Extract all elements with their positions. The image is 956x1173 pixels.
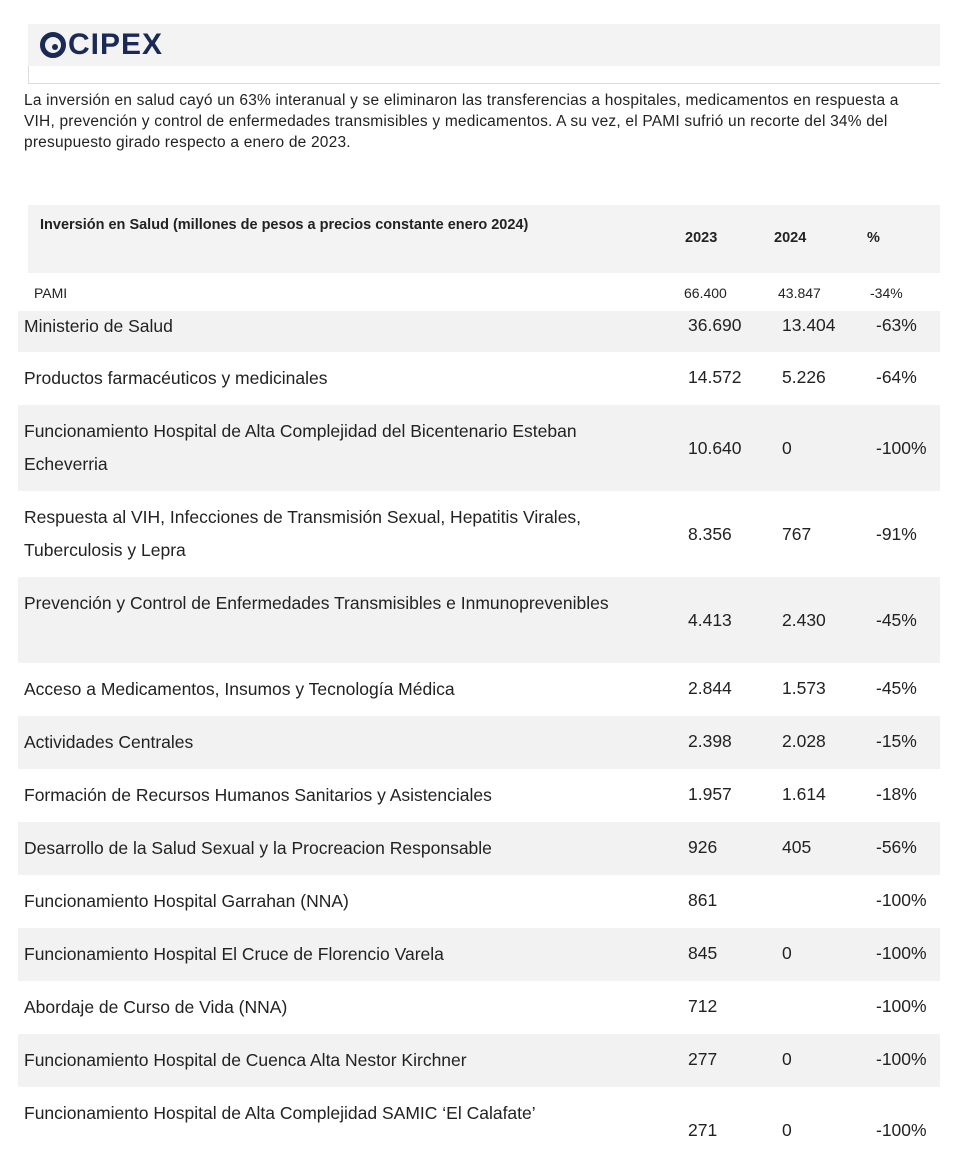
row-percent: -91% <box>876 524 917 544</box>
row-2023: 926 <box>688 837 718 857</box>
row-2024: 5.226 <box>782 367 826 387</box>
intro-paragraph: La inversión en salud cayó un 63% interanual y se eliminaron las transferencias a hospitales, medicamentos en respuesta a VIH, prevención y control de enfermedades transmisibles y medicamentos. A su vez, el PAMI sufrió un recorte del 34% del presupuesto girado respecto a enero de 2023. <box>24 92 899 151</box>
table-row <box>18 822 940 875</box>
row-2024: 2.028 <box>782 731 826 751</box>
table-row <box>18 352 940 405</box>
row-percent: -100% <box>876 943 927 963</box>
row-percent: -56% <box>876 837 917 857</box>
header-divider <box>28 66 940 84</box>
row-name: Ministerio de Salud <box>24 316 173 336</box>
row-name: Productos farmacéuticos y medicinales <box>24 368 328 388</box>
row-2023: 36.690 <box>688 315 742 335</box>
row-name: Abordaje de Curso de Vida (NNA) <box>24 997 288 1017</box>
row-2024: 2.430 <box>782 610 826 630</box>
row-2024: 13.404 <box>782 315 836 335</box>
table-row <box>18 928 940 981</box>
header-label: Inversión en Salud (millones de pesos a precios constante enero 2024) <box>40 217 529 233</box>
row-name: Funcionamiento Hospital El Cruce de Florencio Varela <box>24 944 444 964</box>
row-2023: 861 <box>688 890 718 910</box>
row-2023: 271 <box>688 1120 718 1140</box>
row-name: Actividades Centrales <box>24 732 194 752</box>
logo-text: CIPEX <box>68 28 164 61</box>
table-row <box>18 405 940 491</box>
table-row <box>18 716 940 769</box>
pami-percent: -34% <box>870 285 903 301</box>
row-percent: -100% <box>876 1120 927 1140</box>
row-2024: 1.614 <box>782 784 826 804</box>
table-row-pami <box>24 273 940 311</box>
pami-2023: 66.400 <box>684 285 727 301</box>
row-2023: 712 <box>688 996 718 1016</box>
row-2024: 767 <box>782 524 812 544</box>
row-percent: -63% <box>876 315 917 335</box>
row-2023: 8.356 <box>688 524 732 544</box>
row-2024: 0 <box>782 1120 792 1140</box>
table-row <box>18 981 940 1034</box>
row-percent: -18% <box>876 784 917 804</box>
table-row <box>18 1034 940 1087</box>
row-percent: -15% <box>876 731 917 751</box>
pami-2024: 43.847 <box>778 285 821 301</box>
row-name: Acceso a Medicamentos, Insumos y Tecnología Médica <box>24 679 455 699</box>
row-2023: 1.957 <box>688 784 732 804</box>
row-percent: -45% <box>876 610 917 630</box>
row-2023: 845 <box>688 943 718 963</box>
row-percent: -100% <box>876 438 927 458</box>
row-2023: 14.572 <box>688 367 742 387</box>
table-body <box>18 311 940 1173</box>
row-percent: -45% <box>876 678 917 698</box>
table-row <box>18 577 940 663</box>
row-name: Funcionamiento Hospital de Alta Complejidad del Bicentenario Esteban Echeverria <box>24 421 577 474</box>
row-2023: 4.413 <box>688 610 732 630</box>
header-2024: 2024 <box>774 230 807 246</box>
row-percent: -64% <box>876 367 917 387</box>
table-header <box>28 205 940 273</box>
row-2023: 2.398 <box>688 731 732 751</box>
row-name: Respuesta al VIH, Infecciones de Transmisión Sexual, Hepatitis Virales, Tuberculosis y Lepra <box>24 507 582 560</box>
pami-name: PAMI <box>34 285 68 301</box>
table-row <box>18 663 940 716</box>
row-2024: 1.573 <box>782 678 826 698</box>
table-row <box>18 875 940 928</box>
health-investment-table <box>18 205 940 1173</box>
row-2023: 277 <box>688 1049 718 1069</box>
table-row <box>18 491 940 577</box>
header-percent: % <box>867 230 880 246</box>
table-row <box>18 769 940 822</box>
row-2024: 0 <box>782 438 792 458</box>
row-name: Prevención y Control de Enfermedades Transmisibles e Inmunoprevenibles <box>24 593 609 613</box>
row-2024: 0 <box>782 1049 792 1069</box>
row-percent: -100% <box>876 1049 927 1069</box>
logo-o-icon <box>40 32 66 58</box>
row-2024: 405 <box>782 837 812 857</box>
row-name: Funcionamiento Hospital de Alta Complejidad SAMIC ‘El Calafate’ <box>24 1103 536 1123</box>
header-2023: 2023 <box>685 230 718 246</box>
row-percent: -100% <box>876 890 927 910</box>
row-name: Formación de Recursos Humanos Sanitarios y Asistenciales <box>24 785 492 805</box>
row-percent: -100% <box>876 996 927 1016</box>
logo[interactable] <box>40 28 163 62</box>
table-row <box>18 311 940 352</box>
row-name: Funcionamiento Hospital de Cuenca Alta Nestor Kirchner <box>24 1050 467 1070</box>
header-bar <box>28 24 940 66</box>
row-2023: 2.844 <box>688 678 732 698</box>
row-2023: 10.640 <box>688 438 742 458</box>
row-name: Funcionamiento Hospital Garrahan (NNA) <box>24 891 349 911</box>
table-row <box>18 1087 940 1173</box>
row-name: Desarrollo de la Salud Sexual y la Procreacion Responsable <box>24 838 492 858</box>
row-2024: 0 <box>782 943 792 963</box>
